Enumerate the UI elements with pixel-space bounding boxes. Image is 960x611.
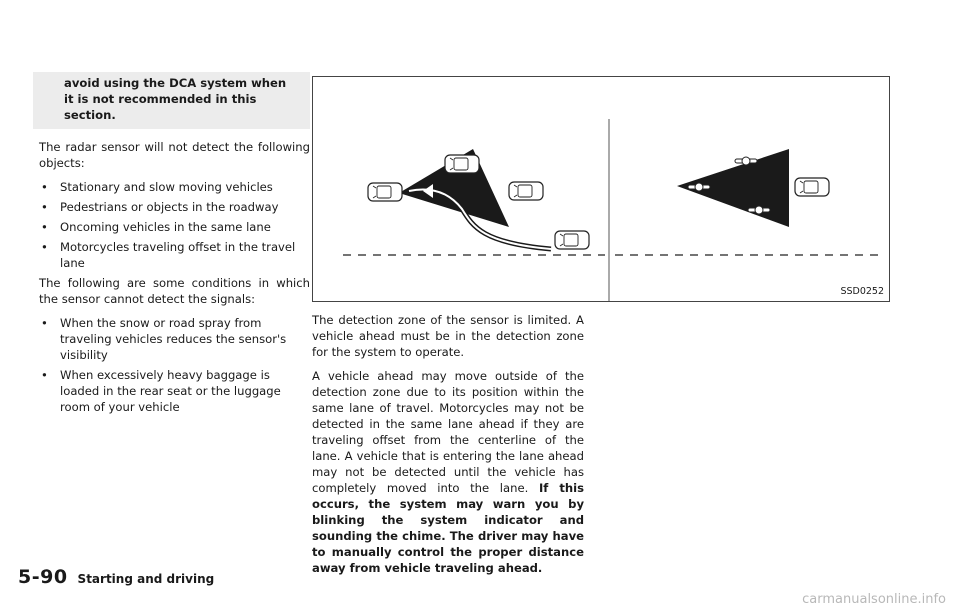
paragraph-vehicle-outside xyxy=(312,368,584,576)
conditions-list xyxy=(39,315,310,415)
list-item: • When the snow or road spray from traveling vehicles reduces the sensor's visibility xyxy=(39,315,310,363)
watermark: carmanualsonline.info xyxy=(802,592,946,607)
paragraph-normal-text: A vehicle ahead may move outside of the detection zone due to its position within the same lane of travel. Motorcycles may not be detected in the same lane ahead if they are traveling offset from the centerline of the lane. A vehicle that is entering the lane ahead may not be detected until the vehicle has completely moved into the lane. xyxy=(312,369,584,495)
warning-text: avoid using the DCA system when it is not recommended in this section. xyxy=(64,76,287,122)
left-column xyxy=(39,72,310,419)
vehicle-ahead-other-lane xyxy=(445,155,479,173)
vehicle-ahead-right xyxy=(795,178,829,196)
figure-code: SSD0252 xyxy=(840,286,884,297)
section-name: Starting and driving xyxy=(77,572,215,586)
list-item: • When excessively heavy baggage is loaded in the rear seat or the luggage room of your vehicle xyxy=(39,367,310,415)
detection-zone-figure xyxy=(312,76,890,302)
intro-paragraph: The radar sensor will not detect the following objects: xyxy=(39,140,310,170)
paragraph-detection-zone: The detection zone of the sensor is limited. A vehicle ahead must be in the detection zone for the system to operate. xyxy=(312,313,584,359)
right-column xyxy=(312,312,584,584)
page-footer xyxy=(18,566,214,588)
list-item: • Oncoming vehicles in the same lane xyxy=(39,219,310,235)
list-item: • Motorcycles traveling offset in the travel lane xyxy=(39,239,310,271)
own-vehicle-left xyxy=(368,183,402,201)
warning-box xyxy=(33,72,310,129)
conditions-intro: The following are some conditions in which the sensor cannot detect the signals: xyxy=(39,276,310,306)
list-item: • Pedestrians or objects in the roadway xyxy=(39,199,310,215)
list-item: • Stationary and slow moving vehicles xyxy=(39,179,310,195)
figure-illustration xyxy=(313,77,889,301)
page-number: 5-90 xyxy=(18,566,68,588)
paragraph-bold-text: If this occurs, the system may warn you by blinking the system indicator and sounding the chime. The driver may have to manually control the proper distance away from vehicle traveling ahead. xyxy=(312,481,584,575)
vehicle-ahead-same-lane xyxy=(509,182,543,200)
objects-list xyxy=(39,179,310,271)
entering-vehicle xyxy=(555,231,589,249)
